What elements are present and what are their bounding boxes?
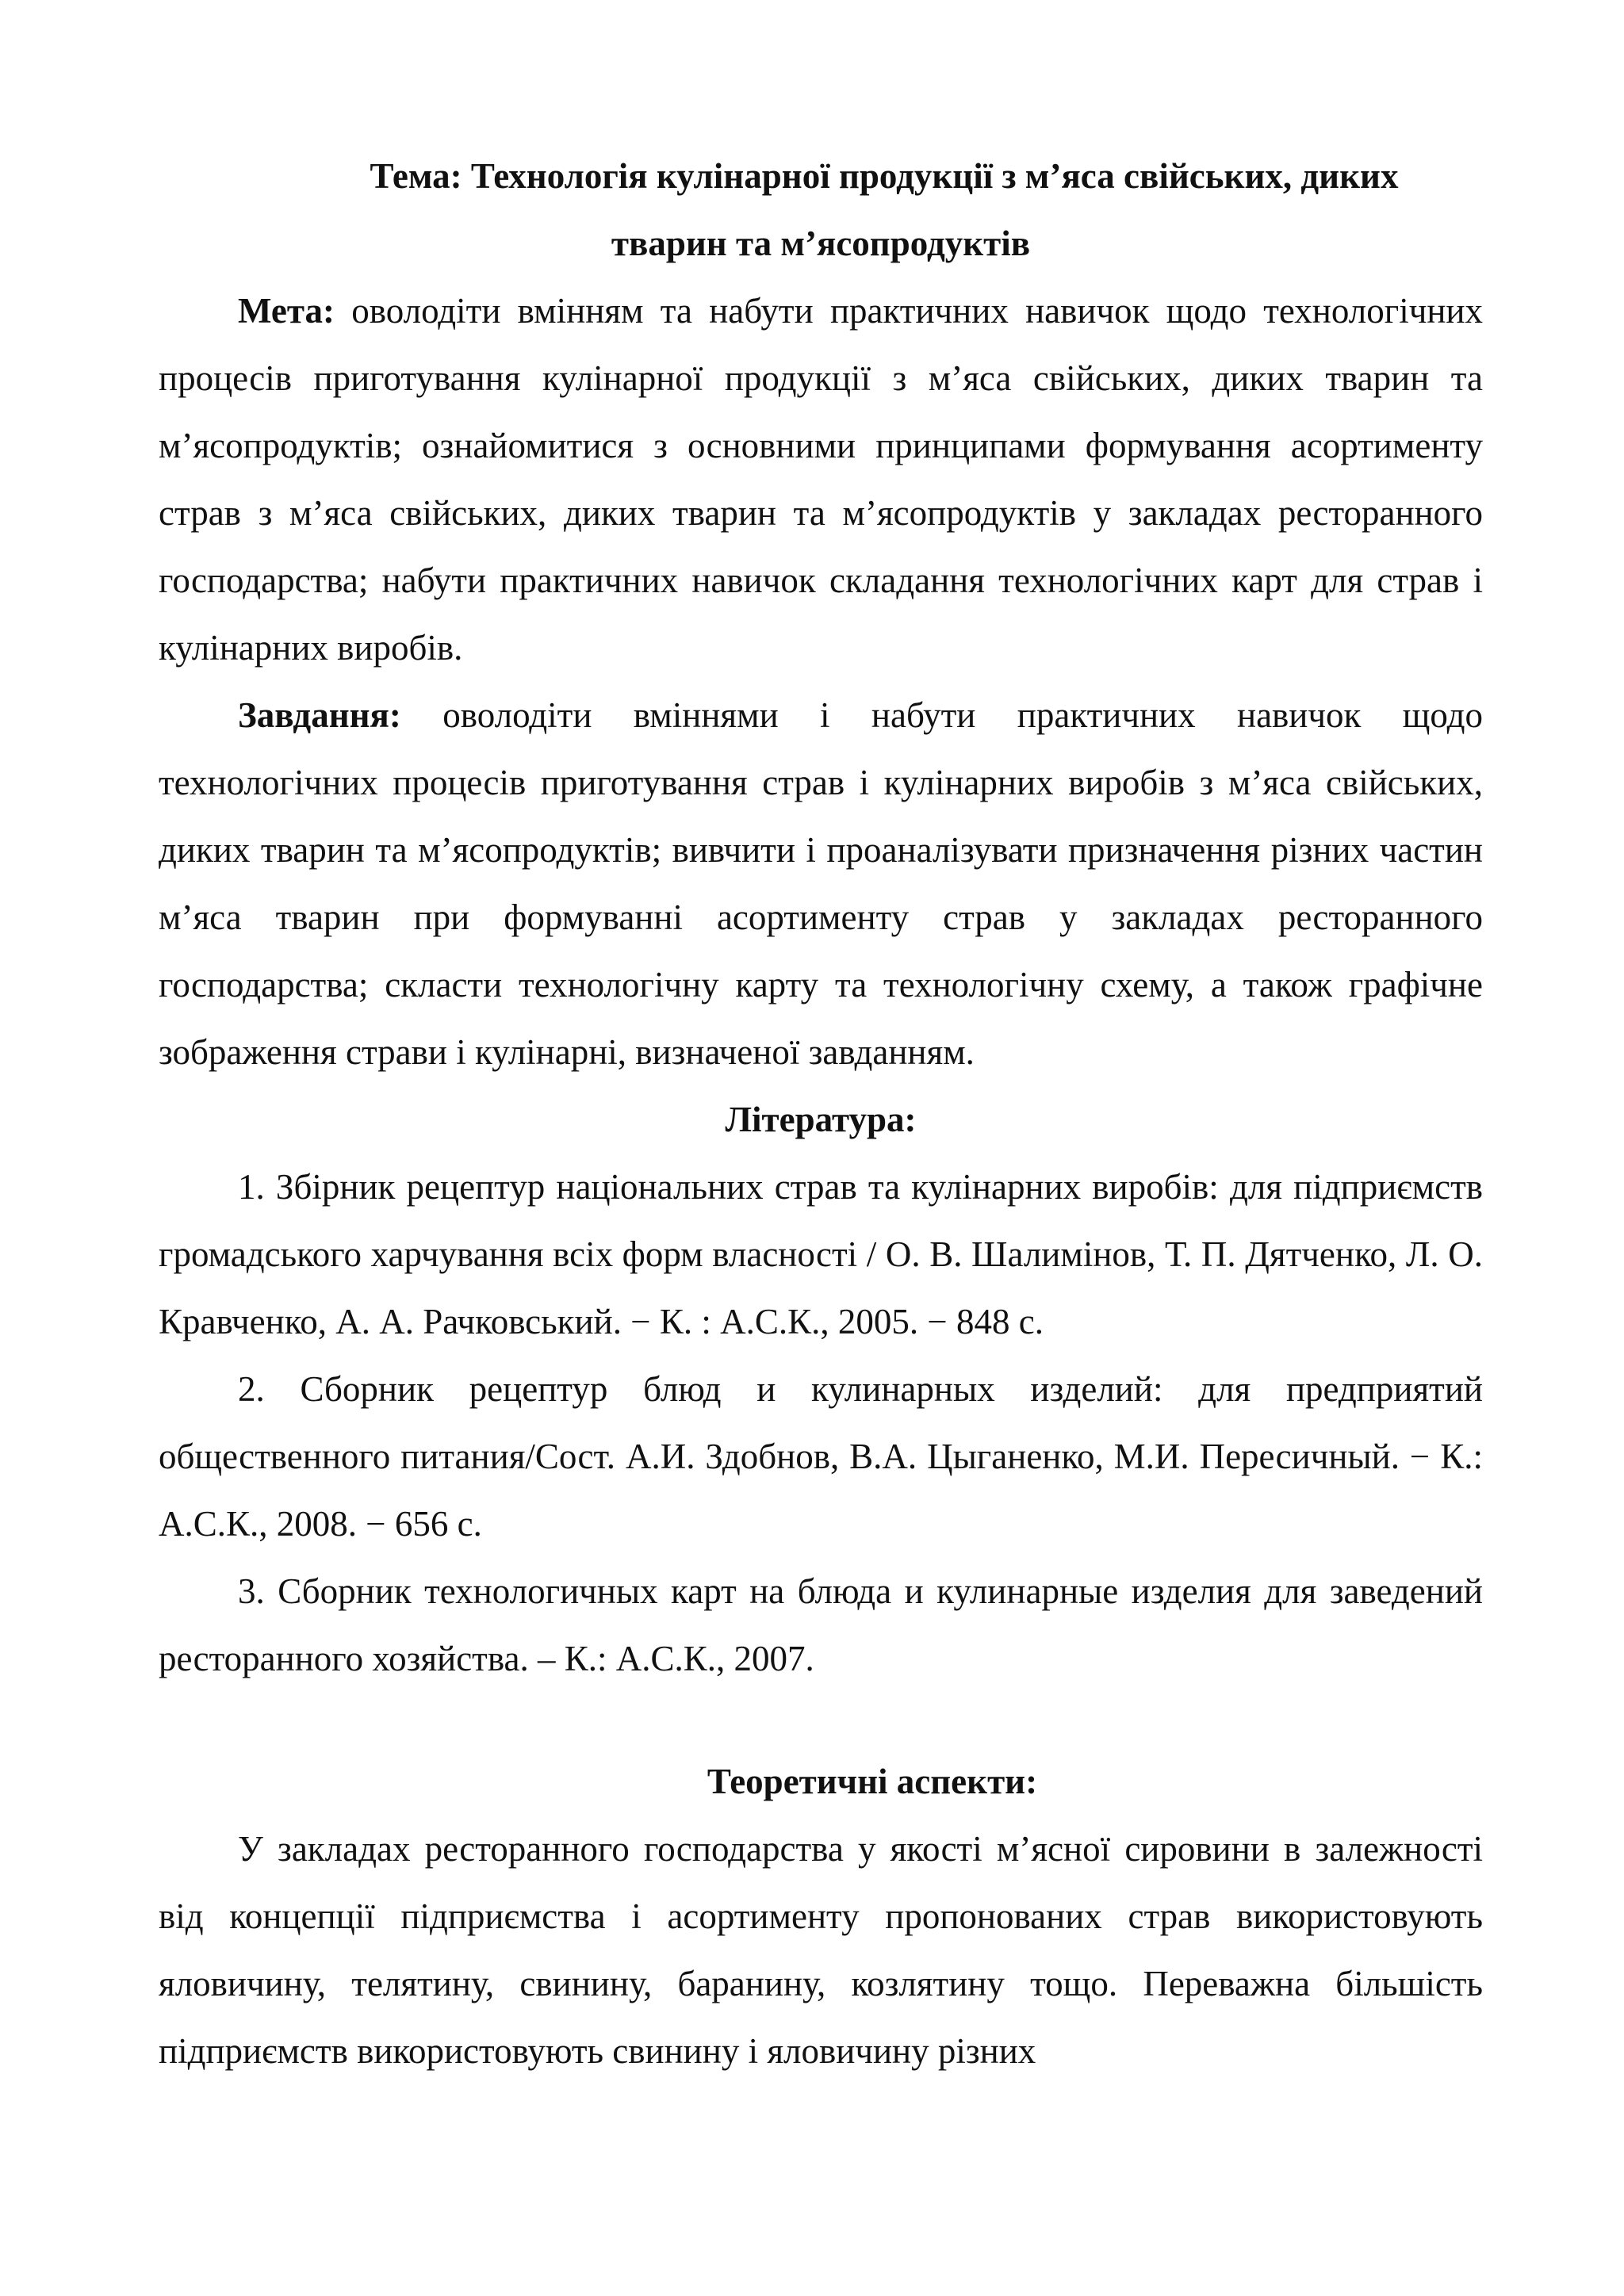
theory-paragraph: У закладах ресторанного господарства у якості м’ясної сировини в залежності від концепції підприємства і асортименту пропонованих страв використовують яловичину, телятину, свинину, баранину, козлятину тощо. Переважна більшість підприємств використовують свинину і яловичину різних — [159, 1829, 1483, 2071]
goal-paragraph — [159, 277, 1483, 682]
task-paragraph — [159, 682, 1483, 1086]
goal-text: оволодіти вмінням та набути практичних навичок щодо технологічних процесів приготування кулінарної продукції з м’яса свійських, диких тварин та м’ясопродуктів; ознайомитися з основними принципами формування асортименту страв з м’яса свійських, диких тварин та м’ясопродуктів у закладах ресторанного господарства; набути практичних навичок складання технологічних карт для страв і кулінарних виробів. — [159, 291, 1483, 668]
theory-heading: Теоретичні аспекти: — [707, 1762, 1038, 1801]
literature-item: 1. Збірник рецептур національних страв та кулінарних виробів: для підприємств громадського харчування всіх форм власності / О. В. Шалимінов, Т. П. Дятченко, Л. О. Кравченко, А. А. Рачковський. − К. : А.С.К., 2005. − 848 с. — [159, 1167, 1483, 1341]
document-page — [159, 143, 1483, 2085]
title-line-2: тварин та м’ясопродуктів — [611, 224, 1031, 263]
title-line-1: Тема: Технологія кулінарної продукції з м’яса свійських, диких — [370, 156, 1399, 196]
literature-item: 3. Сборник технологичных карт на блюда и кулинарные изделия для заведений ресторанного хозяйства. – К.: А.С.К., 2007. — [159, 1571, 1483, 1678]
goal-label: Мета: — [238, 291, 335, 331]
document-title — [159, 143, 1483, 277]
task-text: оволодіти вміннями і набути практичних навичок щодо технологічних процесів приготування страв і кулінарних виробів з м’яса свійських, диких тварин та м’ясопродуктів; вивчити і проаналізувати призначення різних частин м’яса тварин при формуванні асортименту страв у закладах ресторанного господарства; скласти технологічну карту та технологічну схему, а також графічне зображення страви і кулінарні, визначеної завданням. — [159, 695, 1484, 1072]
literature-item: 2. Сборник рецептур блюд и кулинарных изделий: для предприятий общественного питания/Сост. А.И. Здобнов, В.А. Цыганенко, М.И. Пересичный. − К.: А.С.К., 2008. − 656 с. — [159, 1369, 1483, 1544]
task-label: Завдання: — [238, 695, 401, 735]
literature-heading: Література: — [725, 1100, 917, 1139]
section-spacer — [159, 1693, 1483, 1748]
